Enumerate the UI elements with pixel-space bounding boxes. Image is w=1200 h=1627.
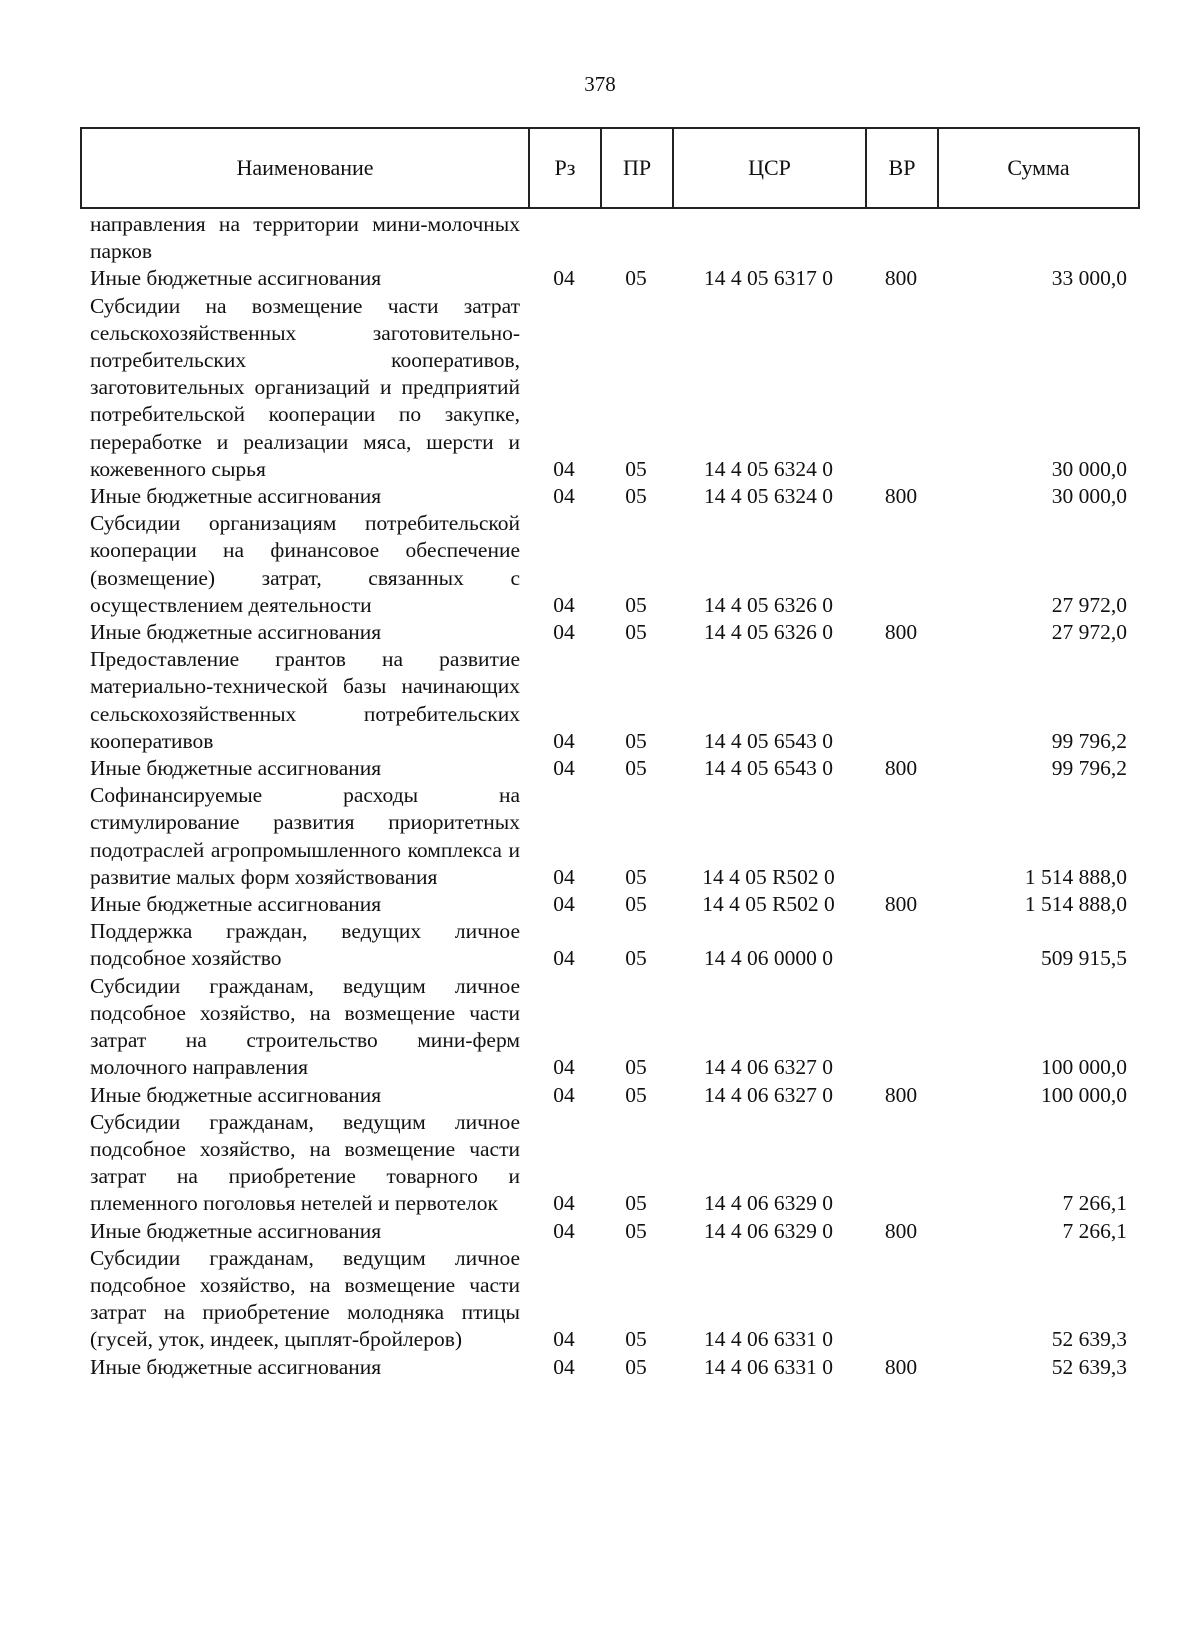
table-row <box>80 211 1140 265</box>
row-rz: 04 <box>553 892 575 917</box>
row-sum: 33 000,0 <box>1051 266 1127 291</box>
row-rz: 04 <box>553 1191 575 1216</box>
row-csr: 14 4 06 6327 0 <box>704 1082 833 1107</box>
row-name: Предоставление грантов на развитие материально-технической базы начинающих сельскохозяйственных потребительских кооперативов <box>90 647 520 753</box>
row-pr: 05 <box>625 864 647 889</box>
table-row <box>80 619 1140 646</box>
row-name: Иные бюджетные ассигнования <box>90 892 382 917</box>
table-row <box>80 755 1140 782</box>
table-row <box>80 973 1140 1082</box>
row-csr: 14 4 06 6331 0 <box>704 1354 833 1379</box>
row-name: Субсидии на возмещение части затрат сельскохозяйственных заготовительно-потребительских кооперативов, заготовительных организаций и предприятий потребительской кооперации по закупке, переработке и реализации мяса, шерсти и кожевенного сырья <box>90 293 520 481</box>
row-pr: 05 <box>625 1354 647 1379</box>
row-pr: 05 <box>625 266 647 291</box>
table-header <box>80 127 1140 209</box>
row-vr: 800 <box>884 620 918 645</box>
row-pr: 05 <box>625 1191 647 1216</box>
header-pr: ПР <box>602 129 674 207</box>
header-sum: Сумма <box>1007 155 1070 180</box>
row-sum: 27 972,0 <box>1051 592 1127 617</box>
row-name: Иные бюджетные ассигнования <box>90 620 382 645</box>
row-vr: 800 <box>884 266 918 291</box>
row-vr: 800 <box>884 756 918 781</box>
row-sum: 7 266,1 <box>1062 1218 1127 1243</box>
row-rz: 04 <box>553 728 575 753</box>
table-body <box>80 211 1140 1381</box>
row-csr: 14 4 06 6331 0 <box>704 1327 833 1352</box>
row-name: Иные бюджетные ассигнования <box>90 1218 382 1243</box>
header-csr: ЦСР <box>674 129 867 207</box>
table-row <box>80 782 1140 891</box>
table-row <box>80 1245 1140 1354</box>
row-name: Поддержка граждан, ведущих личное подсобное хозяйство <box>90 919 520 971</box>
header-rz: Рз <box>530 129 602 207</box>
row-rz: 04 <box>553 620 575 645</box>
row-sum: 100 000,0 <box>1041 1055 1127 1080</box>
row-csr: 14 4 05 6326 0 <box>704 620 833 645</box>
row-sum: 7 266,1 <box>1062 1191 1127 1216</box>
row-pr: 05 <box>625 1218 647 1243</box>
row-name: направления на территории мини-молочных парков <box>90 212 520 264</box>
row-csr: 14 4 05 R502 0 <box>702 892 835 917</box>
row-csr: 14 4 06 6327 0 <box>704 1055 833 1080</box>
row-rz: 04 <box>553 864 575 889</box>
row-csr: 14 4 06 6329 0 <box>704 1191 833 1216</box>
row-name: Иные бюджетные ассигнования <box>90 756 382 781</box>
row-pr: 05 <box>625 1327 647 1352</box>
row-name: Иные бюджетные ассигнования <box>90 484 382 509</box>
row-pr: 05 <box>625 592 647 617</box>
row-sum: 100 000,0 <box>1041 1082 1127 1107</box>
table-row <box>80 646 1140 755</box>
row-pr: 05 <box>625 620 647 645</box>
table-row <box>80 1109 1140 1218</box>
table-row <box>80 265 1140 292</box>
header-name: Наименование <box>82 129 530 207</box>
row-rz: 04 <box>553 1354 575 1379</box>
row-vr: 800 <box>884 1354 918 1379</box>
row-vr: 800 <box>884 892 918 917</box>
row-sum: 30 000,0 <box>1051 456 1127 481</box>
row-name: Субсидии гражданам, ведущим личное подсобное хозяйство, на возмещение части затрат на приобретение товарного и племенного поголовья нетелей и первотелок <box>90 1109 520 1216</box>
row-csr: 14 4 06 0000 0 <box>704 946 833 971</box>
page-number: 378 <box>584 72 616 96</box>
table-row <box>80 483 1140 510</box>
row-pr: 05 <box>625 756 647 781</box>
row-sum: 1 514 888,0 <box>1024 864 1127 889</box>
row-pr: 05 <box>625 1082 647 1107</box>
row-name: Иные бюджетные ассигнования <box>90 1354 382 1379</box>
row-csr: 14 4 05 6543 0 <box>704 756 833 781</box>
row-vr: 800 <box>884 484 918 509</box>
row-csr: 14 4 06 6329 0 <box>704 1218 833 1243</box>
row-csr: 14 4 05 R502 0 <box>702 864 835 889</box>
row-pr: 05 <box>625 1055 647 1080</box>
row-pr: 05 <box>625 946 647 971</box>
table-row <box>80 510 1140 619</box>
row-vr: 800 <box>884 1218 918 1243</box>
row-rz: 04 <box>553 592 575 617</box>
row-rz: 04 <box>553 1055 575 1080</box>
row-sum: 509 915,5 <box>1041 946 1127 971</box>
row-rz: 04 <box>553 1327 575 1352</box>
row-csr: 14 4 05 6324 0 <box>704 456 833 481</box>
row-name: Иные бюджетные ассигнования <box>90 266 382 291</box>
row-name: Субсидии организациям потребительской кооперации на финансовое обеспечение (возмещение) затрат, связанных с осуществлением деятельности <box>90 511 520 617</box>
row-sum: 1 514 888,0 <box>1024 892 1127 917</box>
row-sum: 52 639,3 <box>1051 1327 1127 1352</box>
row-csr: 14 4 05 6543 0 <box>704 728 833 753</box>
table-row <box>80 293 1140 483</box>
row-sum: 27 972,0 <box>1051 620 1127 645</box>
row-name: Субсидии гражданам, ведущим личное подсобное хозяйство, на возмещение части затрат на приобретение молодняка птицы (гусей, уток, индеек, цыплят-бройлеров) <box>90 1245 520 1352</box>
table-row <box>80 918 1140 972</box>
row-pr: 05 <box>625 728 647 753</box>
row-name: Софинансируемые расходы на стимулирование развития приоритетных подотраслей агропромышленного комплекса и развитие малых форм хозяйствования <box>90 783 520 889</box>
row-csr: 14 4 05 6324 0 <box>704 484 833 509</box>
row-sum: 99 796,2 <box>1051 728 1127 753</box>
row-rz: 04 <box>553 946 575 971</box>
row-rz: 04 <box>553 484 575 509</box>
row-vr: 800 <box>884 1082 918 1107</box>
row-pr: 05 <box>625 456 647 481</box>
table-row <box>80 1082 1140 1109</box>
row-rz: 04 <box>553 1218 575 1243</box>
table-row <box>80 891 1140 918</box>
header-vr: ВР <box>867 129 939 207</box>
row-pr: 05 <box>625 892 647 917</box>
row-sum: 30 000,0 <box>1051 484 1127 509</box>
row-name: Субсидии гражданам, ведущим личное подсобное хозяйство, на возмещение части затрат на строительство мини-ферм молочного направления <box>90 973 520 1080</box>
row-rz: 04 <box>553 456 575 481</box>
row-sum: 52 639,3 <box>1051 1354 1127 1379</box>
row-pr: 05 <box>625 484 647 509</box>
row-rz: 04 <box>553 1082 575 1107</box>
row-sum: 99 796,2 <box>1051 756 1127 781</box>
row-csr: 14 4 05 6317 0 <box>704 266 833 291</box>
row-csr: 14 4 05 6326 0 <box>704 592 833 617</box>
row-rz: 04 <box>553 756 575 781</box>
row-rz: 04 <box>553 266 575 291</box>
table-row <box>80 1354 1140 1381</box>
table-row <box>80 1218 1140 1245</box>
row-name: Иные бюджетные ассигнования <box>90 1082 382 1107</box>
